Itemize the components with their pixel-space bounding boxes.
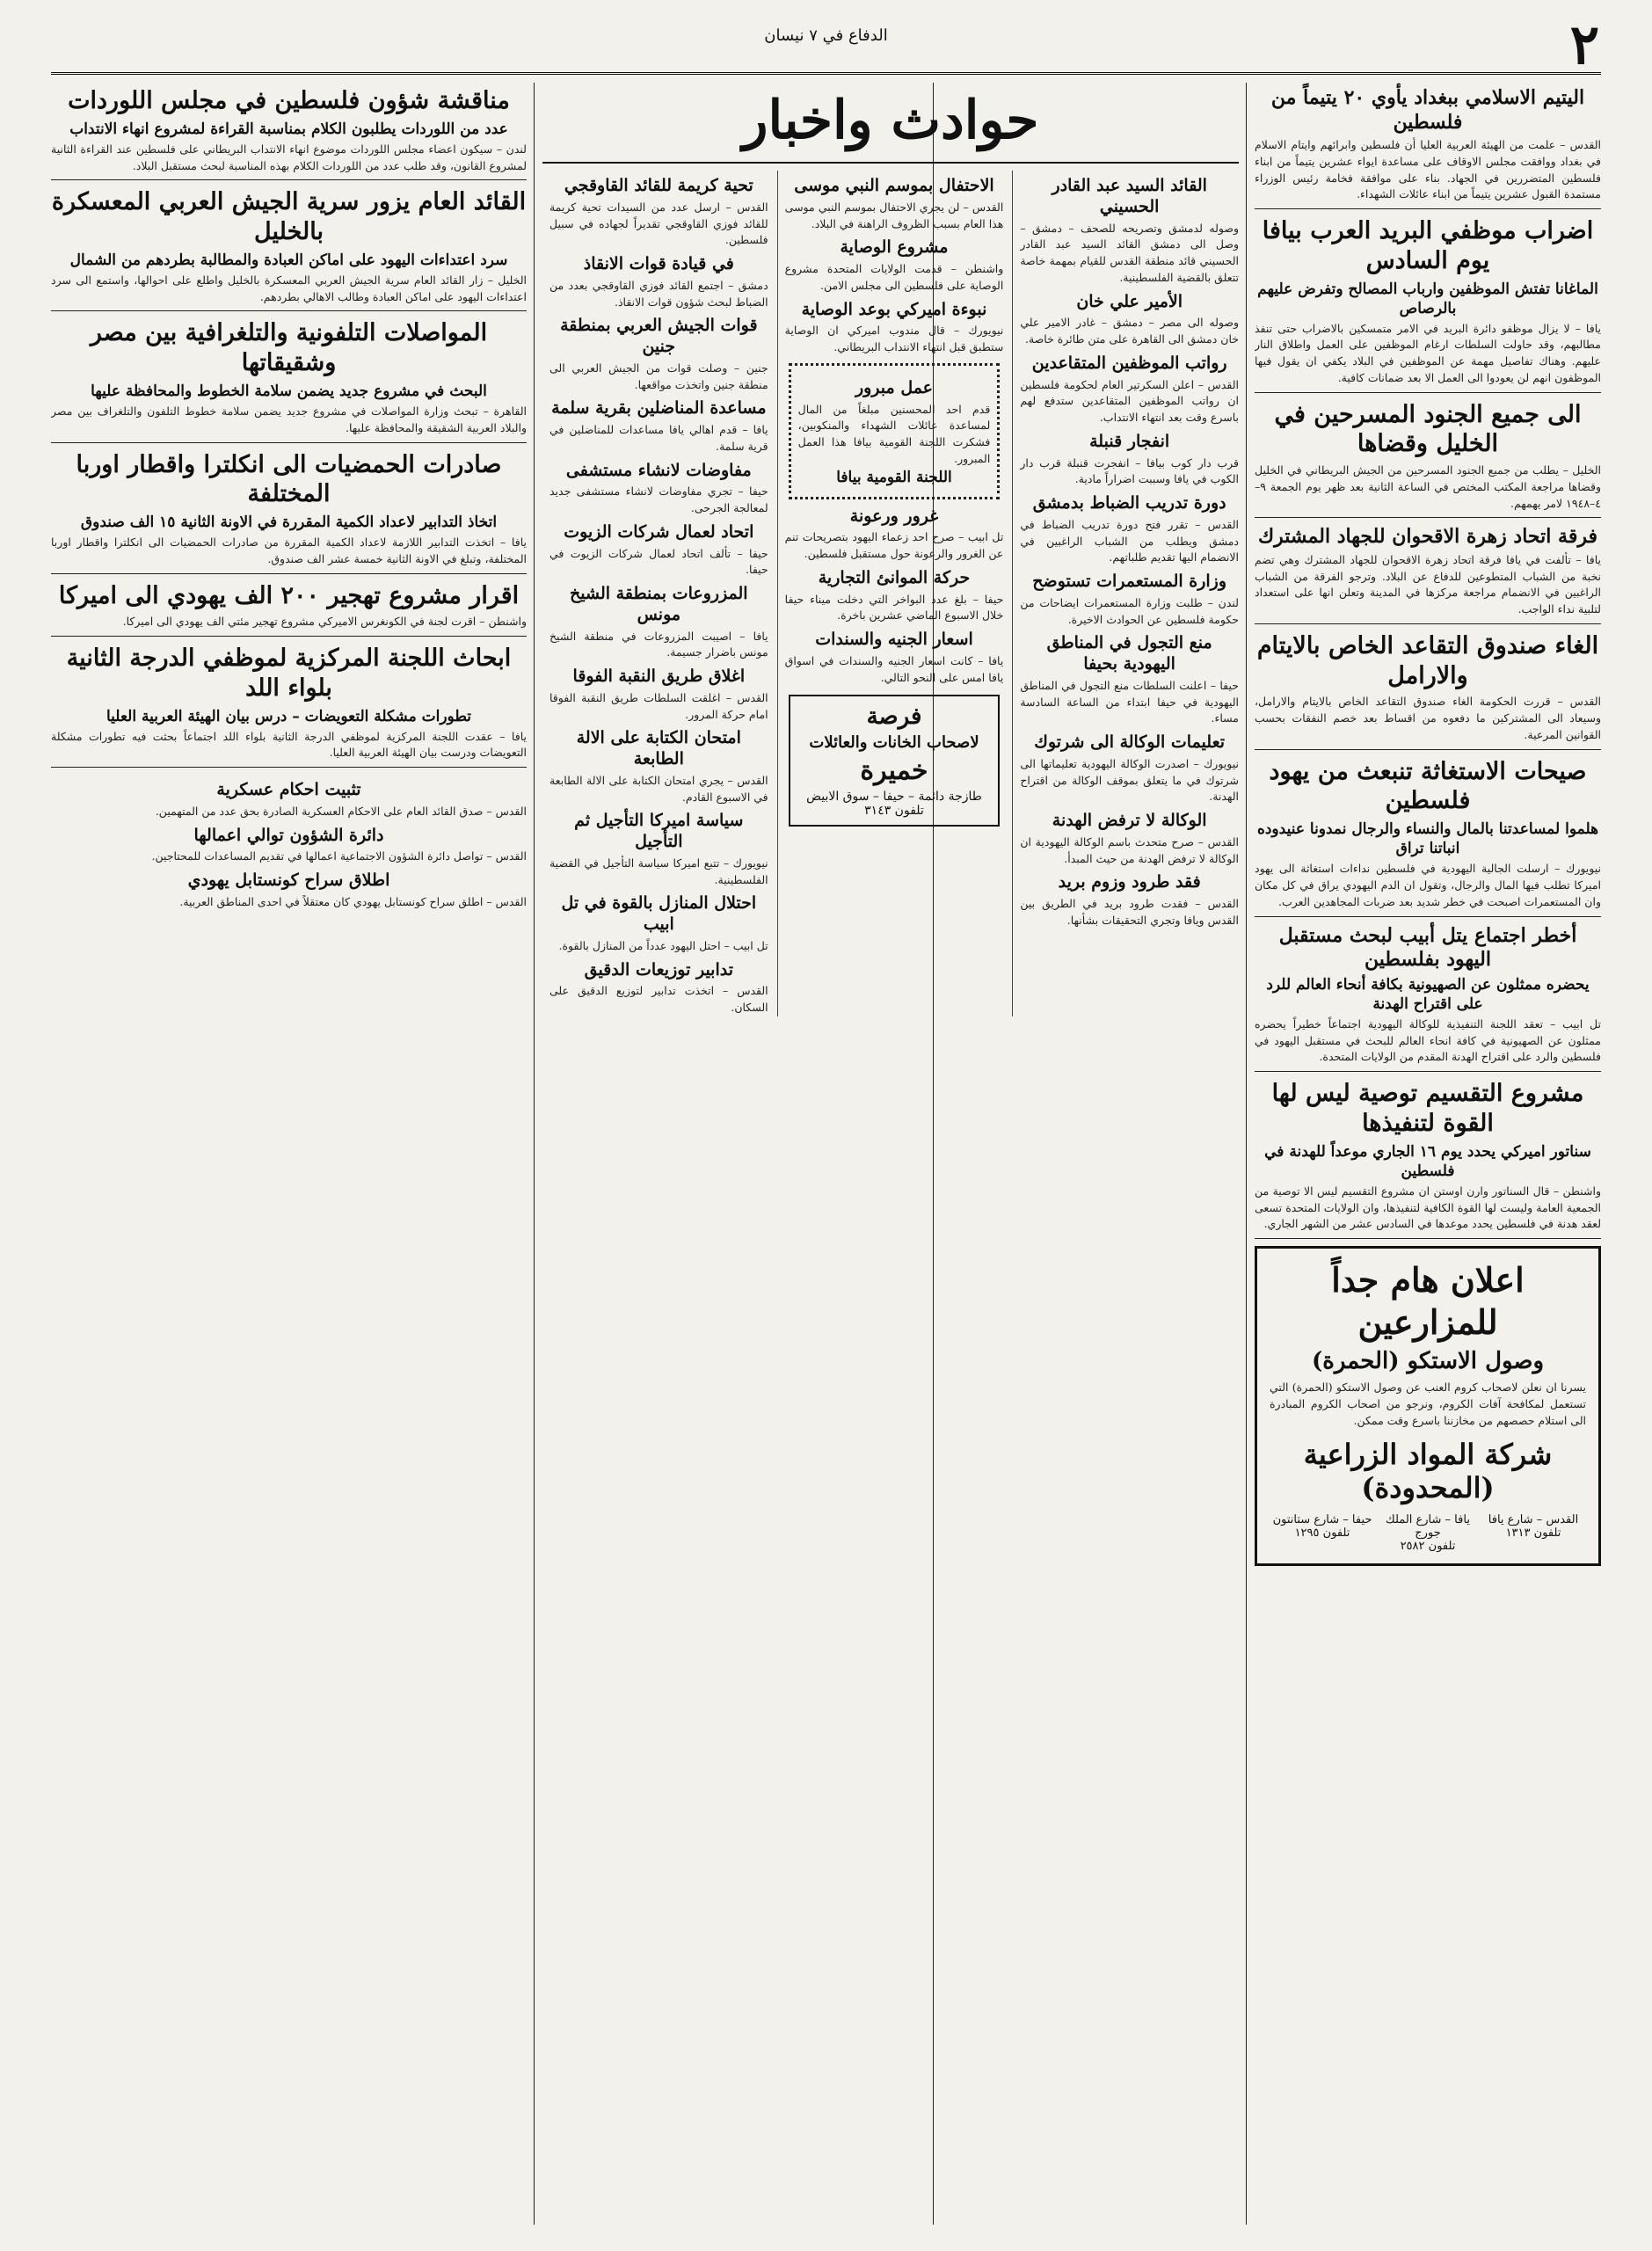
column-divider (534, 83, 535, 2225)
news-headline: غرور ورعونة (849, 506, 939, 526)
article-headline: أخطر اجتماع يتل أبيب لبحث مستقبل اليهود بفلسطين (1278, 923, 1577, 972)
article-body: واشنطن – قال السناتور وارن اوستن ان مشروع التقسيم ليس الا توصية من الجمعية العامة وليست لها القوة الكافية لتنفيذها، وان الولايات المتحدة تسعى لعقد هدنة في فلسطين يحدد موعدها في السادس عشر من الشهر الجاري. (1255, 1184, 1601, 1231)
notice-body: قدم احد المحسنين مبلغاً من المال لمساعدة عائلات الشهداء والمنكوبين، فشكرت اللجنة القومية بيافا هذا العمل المبرور. (797, 402, 991, 465)
news-body: القدس – اغلقت السلطات طريق النقبة الفوقا امام حركة المرور. (549, 690, 768, 721)
column-right (1255, 83, 1601, 2225)
news-headline: اسعار الجنيه والسندات (815, 630, 973, 650)
small-ad-detail: طازجة دائمة – حيفا – سوق الابيض تلفون ٣١٤٣ (806, 790, 982, 819)
article (1255, 631, 1601, 750)
news-body: قرب دار كوب بيافا – انفجرت قنبلة قرب دار الكوب في يافا وسببت اضراراً مادية. (1020, 455, 1239, 486)
news-body: حيفا – اعلنت السلطات منع التجول في المناطق اليهودية في حيفا ابتداء من الساعة السادسة مساء. (1020, 678, 1239, 725)
ad-contact (1270, 1513, 1375, 1553)
news-headline: المزروعات بمنطقة الشيخ مونس (570, 584, 748, 624)
news-headline: تدابير توزيعات الدقيق (584, 959, 734, 980)
article-body: تل ابيب – تعقد اللجنة التنفيذية للوكالة اليهودية اجتماعاً خطيراً يحضره ممثلون عن الصهيونية في كافة انحاء العالم للبحث في مستقبل اليهود في فلسطين والرد على اقتراح الهدنة المقدم من الولايات المتحدة. (1255, 1016, 1601, 1064)
article-body: يافا – عقدت اللجنة المركزية لموظفي الدرجة الثانية بلواء اللد اجتماعاً بحثت فيه تطورات مشكلة التعويضات ودرست بيان الهيئة العربية العليا. (51, 729, 527, 760)
news-headline: منع التجول في المناطق اليهودية بحيفا (1046, 633, 1212, 674)
brief-body: القدس – تواصل دائرة الشؤون الاجتماعية اعمالها في تقديم المساعدات للمحتاجين. (151, 849, 527, 863)
boxed-notice (789, 363, 1001, 499)
news-body: القدس – يجري امتحان الكتابة على الالة الطابعة في الاسبوع القادم. (549, 773, 768, 804)
news-body: القدس – فقدت طرود بريد في الطريق بين القدس ويافا وتجري التحقيقات بشأنها. (1020, 897, 1239, 927)
news-headline: الاحتفال بموسم النبي موسى (794, 176, 994, 195)
small-ad-name: خميرة (860, 755, 928, 787)
news-body: تل ابيب – احتل اليهود عدداً من المنازل بالقوة. (558, 938, 768, 952)
article-headline: المواصلات التلفونية والتلغرافية بين مصر وشقيقاتها (90, 319, 488, 377)
ad-contact (1375, 1513, 1481, 1553)
article-body: يافا – تألفت في يافا فرقة اتحاد زهرة الاقحوان للجهاد المشترك وهي تضم نخبة من الشباب المتطوعين للدفاع عن البلاد. وترجو الفرقة من الشباب الراغبين في الانضمام مراجعة مركزها في المدينة وتعلن انها على استعداد لتلبية نداء الواجب. (1255, 552, 1601, 616)
ad-body: يسرنا ان نعلن لاصحاب كروم العنب عن وصول الاستكو (الحمرة) التي تستعمل لمكافحة آفات الكروم، ونرجو من اصحاب الكروم المبادرة الى استلام حصصهم من مخازننا باسرع وقت ممكن. (1270, 1380, 1586, 1427)
article-subhead: البحث في مشروع جديد يضمن سلامة الخطوط والمحافظة عليها (91, 382, 487, 400)
article-body: الخليل – يطلب من جميع الجنود المسرحين من الجيش البريطاني في الخليل وقضاها مراجعة المكتب المختص في الساعة الثانية بعد ظهر يوم الجمعة ٩–٤–١٩٤٨ لامر يهمهم. (1255, 463, 1601, 510)
article-headline: صيحات الاستغاثة تنبعث من يهود فلسطين (1269, 757, 1587, 815)
ad-subtitle: وصول الاستكو (الحمرة) (1311, 1348, 1545, 1374)
dateline: الدفاع في ٧ نيسان (764, 26, 888, 45)
news-headline: احتلال المنازل بالقوة في تل ابيب (561, 893, 757, 934)
news-body: يافا – اصيبت المزروعات في منطقة الشيخ مونس باضرار جسيمة. (549, 629, 768, 659)
ad-contact-label: حيفا – شارع ستانتون (1272, 1513, 1372, 1527)
news-headline: امتحان الكتابة على الالة الطابعة (576, 728, 741, 769)
article-subhead: يحضره ممثلون عن الصهيونية بكافة أنحاء العالم للرد على اقتراح الهدنة (1266, 975, 1590, 1013)
article-body: القدس – علمت من الهيئة العربية العليا أن فلسطين وابرائهم وايتام الاسلام في بغداد ووافقت مجلس الاوقاف على مساعدة ايواء عشرين يتيماً من ابناء فلسطين المتضررين في الجهاد. بناء على موافقة فخامة رئيس الوزراء مستمدة القبول عشرين يتيماً من ابناء عائلات الشهداء. (1255, 138, 1601, 201)
news-headline: وزارة المستعمرات تستوضح (1032, 572, 1227, 591)
brief-body: القدس – صدق القائد العام على الاحكام العسكرية الصادرة بحق عدد من المتهمين. (155, 804, 527, 818)
ad-contact-phone: تلفون ٢٥٨٢ (1400, 1540, 1456, 1554)
ad-contact (1481, 1513, 1586, 1553)
news-headline: اغلاق طريق النقبة الفوقا (572, 667, 746, 686)
news-columns (542, 171, 1239, 1016)
news-headline: اتحاد لعمال شركات الزيوت (564, 521, 754, 542)
news-headline: مساعدة المناضلين بقرية سلمة (551, 398, 767, 419)
article (1255, 1079, 1601, 1239)
news-body: حيفا – بلغ عدد البواخر التي دخلت ميناء حيفا خلال الاسبوع الماضي عشرين باخرة. (784, 592, 1004, 623)
ad-contacts (1270, 1513, 1586, 1553)
news-headline: تعليمات الوكالة الى شرتوك (1034, 732, 1226, 752)
news-body: جنين – وصلت قوات من الجيش العربي الى منطقة جنين واتخذت مواقعها. (549, 361, 768, 391)
news-headline: دورة تدريب الضباط بدمشق (1032, 493, 1226, 513)
article (51, 318, 527, 442)
ad-title: اعلان هام جداً للمزارعين (1331, 1260, 1525, 1342)
brief-headline: دائرة الشؤون توالي اعمالها (193, 825, 384, 845)
news-headline: في قيادة قوات الانقاذ (583, 254, 734, 273)
news-body: يافا – كانت اسعار الجنيه والسندات في اسواق يافا امس على النحو التالي. (784, 653, 1004, 684)
news-column (777, 171, 1004, 1016)
article-body: نيويورك – ارسلت الجالية اليهودية في فلسطين نداءات استغاثة الى يهود اميركا تطلب فيها المال والرجال، وتقول ان الدم اليهودي يراق في كل مكان وان المستعمرات اصبحت في خطر شديد بعد ضربات المجاهدين العرب. (1255, 862, 1601, 908)
news-headline: انفجار قنبلة (1089, 431, 1170, 451)
ad-contact-label: القدس – شارع يافا (1488, 1513, 1579, 1527)
article-subhead: سرد اعتداءات اليهود على اماكن العبادة والمطالبة بطردهم من الشمال (69, 251, 508, 269)
bottom-briefs (51, 775, 527, 911)
article-headline: ابحاث اللجنة المركزية لموظفي الدرجة الثانية بلواء اللد (66, 645, 512, 702)
column-left (51, 83, 527, 2225)
article-body: القاهرة – تبحث وزارة المواصلات في مشروع جديد يضمن سلامة خطوط التلفون والتلغراف بين مصر والبلاد العربية الشقيقة والمحافظة عليها. (51, 404, 527, 434)
news-body: وصوله الى مصر – دمشق – غادر الامير علي خان دمشق الى القاهرة على متن طائرة خاصة. (1020, 316, 1239, 346)
news-body: نيويورك – اصدرت الوكالة اليهودية تعليماتها الى شرتوك في ما يتعلق بموقف الوكالة من اقتراح الهدنة. (1020, 756, 1239, 804)
article-headline: اقرار مشروع تهجير ٢٠٠ الف يهودي الى اميركا (58, 581, 520, 609)
article-headline: اضراب موظفي البريد العرب بيافا يوم السادس (1262, 217, 1594, 274)
news-body: القدس – تقرر فتح دورة تدريب الضباط في دمشق ويطلب من الشباب الراغبين في الانضمام اليها تقديم طلباتهم. (1020, 517, 1239, 565)
news-body: القدس – اعلن السكرتير العام لحكومة فلسطين ان رواتب الموظفين المتقاعدين ستدفع لهم باسرع وقت بعد انتهاء الانتداب. (1020, 377, 1239, 424)
ad-company: شركة المواد الزراعية (المحدودة) (1303, 1438, 1553, 1505)
news-headline: تحية كريمة للقائد القاوقجي (564, 176, 753, 195)
article-body: يافا – لا يزال موظفو دائرة البريد في الامر متمسكين بالاضراب حتى تنفذ مطالبهم، وقد حاولت السلطات ارغام الموظفين على العمل واطلاق النار عليهم. وهناك تفاصيل مهمة عن الموظفين في البلاد يكفي ان يقول فيها الموظفون انهم لن يعودوا الى العمل الا بعد ضمانات كافية. (1255, 321, 1601, 384)
news-headline: رواتب الموظفين المتقاعدين (1031, 353, 1227, 373)
advertisement (1255, 1246, 1601, 1566)
brief-body: القدس – اطلق سراح كونستابل يهودي كان معتقلاً في احدى المناطق العربية. (179, 894, 527, 908)
article-headline: الغاء صندوق التقاعد الخاص بالايتام والارامل (1256, 631, 1599, 689)
article-body: واشنطن – اقرت لجنة في الكونغرس الاميركي مشروع تهجير مئتي الف يهودي الى اميركا. (122, 615, 527, 629)
news-body: يافا – قدم اهالي يافا مساعدات للمناضلين في قرية سلمة. (549, 423, 768, 453)
small-advertisement (789, 695, 1001, 827)
news-body: نيويورك – تتبع اميركا سياسة التأجيل في القضية الفلسطينية. (549, 856, 768, 886)
brief-headline: اطلاق سراح كونستابل يهودي (187, 871, 390, 891)
article-subhead: اتخاذ التدابير لاعداد الكمية المقررة في الاونة الثانية ١٥ الف صندوق (80, 514, 498, 532)
article-subhead: سناتور اميركي يحدد يوم ١٦ الجاري موعداً للهدنة في فلسطين (1264, 1142, 1591, 1180)
news-body: وصوله لدمشق وتصريحه للصحف – دمشق – وصل الى دمشق القائد السيد عبد القادر الحسيني قائد منطقة القدس للقيام بمهمة خاصة تتعلق بالقضية الفلسطينية. (1020, 221, 1239, 284)
article (1255, 216, 1601, 393)
article-headline: الى جميع الجنود المسرحين في الخليل وقضاها (1274, 400, 1582, 458)
news-body: حيفا – تألف اتحاد لعمال شركات الزيوت في حيفا. (549, 546, 768, 577)
article (51, 187, 527, 311)
news-headline: مشروع الوصاية (840, 237, 949, 258)
small-ad-subtitle: لاصحاب الخانات والعائلات (809, 733, 979, 753)
ad-contact-label: يافا – شارع الملك جورج (1386, 1513, 1470, 1541)
news-headline: سياسة اميركا التأجيل ثم التأجيل (574, 811, 744, 851)
article (51, 581, 527, 637)
small-ad-title: فرصة (866, 703, 922, 731)
article (51, 644, 527, 768)
article-subhead: تطورات مشكلة التعويضات – درس بيان الهيئة العربية العليا (106, 707, 471, 725)
news-body: القدس – ارسل عدد من السيدات تحية كريمة للقائد فوزي القاوقجي تقديراً لجهاده في سبيل فلسطين. (549, 200, 768, 247)
news-headline: مفاوضات لانشاء مستشفى (565, 460, 752, 480)
column-divider (1246, 83, 1247, 2225)
article (1255, 86, 1601, 209)
article-body: لندن – سيكون اعضاء مجلس اللوردات موضوع انهاء الانتداب البريطاني على فلسطين عند القراءة الثانية لمشروع القانون، وقد طلب عدد من اللوردات الكلام بهذه المناسبة لبحث مستقبل البلاد. (51, 142, 527, 172)
news-headline: قوات الجيش العربي بمنطقة جنين (560, 316, 758, 356)
news-body: لندن – طلبت وزارة المستعمرات ايضاحات من حكومة فلسطين عن الحوادث الاخيرة. (1020, 595, 1239, 626)
article (1255, 757, 1601, 917)
page-number: ٢ (1569, 12, 1599, 76)
news-body: القدس – لن يجري الاحتفال بموسم النبي موسى هذا العام بسبب الظروف الراهنة في البلاد. (784, 200, 1004, 230)
article (1255, 400, 1601, 519)
article-headline: فرقة اتحاد زهرة الاقحوان للجهاد المشترك (1258, 525, 1597, 549)
article-headline: اليتيم الاسلامي ببغداد يأوي ٢٠ يتيماً من فلسطين (1270, 86, 1585, 134)
news-body: القدس – صرح متحدث باسم الوكالة اليهودية ان الوكالة لا ترفض الهدنة من حيث المبدأ. (1020, 834, 1239, 865)
article (51, 450, 527, 574)
article-subhead: الماغانا تفتش الموظفين وارباب المصالح وتفرض عليهم بالرصاص (1257, 280, 1598, 317)
article-headline: مشروع التقسيم توصية ليس لها القوة لتنفيذها (1271, 1080, 1584, 1137)
article-headline: القائد العام يزور سرية الجيش العربي المعسكرة بالخليل (51, 188, 527, 246)
news-column (1012, 171, 1239, 1016)
news-body: دمشق – اجتمع القائد فوزي القاوقجي بعدد من الضباط لبحث شؤون قوات الانقاذ. (549, 278, 768, 309)
news-headline: الوكالة لا ترفض الهدنة (1052, 811, 1207, 830)
section-banner: حوادث واخبار (542, 83, 1239, 164)
news-headline: القائد السيد عبد القادر الحسيني (1052, 176, 1207, 216)
news-headline: فقد طرود وزوم بريد (1058, 872, 1201, 892)
ad-contact-phone: تلفون ١٢٩٥ (1294, 1526, 1350, 1541)
article (1255, 525, 1601, 624)
article-subhead: هلموا لمساعدتنا بالمال والنساء والرجال نمدونا عنيدوده انباتنا تراق (1256, 820, 1599, 858)
article-body: القدس – قررت الحكومة الغاء صندوق التقاعد الخاص بالايتام والارامل، وسيعاد الى المشتركين ما دفعوه من اقساط بعد خصم النفقات بحسب القوانين المرعية. (1255, 695, 1601, 741)
news-section (542, 83, 1239, 2225)
notice-headline: عمل مبرور (855, 377, 934, 397)
news-body: تل ابيب – صرح احد زعماء اليهود بتصريحات تنم عن الغرور والرعونة حول مستقبل فلسطين. (784, 530, 1004, 561)
news-headline: نبوءة اميركي بوعد الوصاية (801, 299, 987, 319)
article-body: الخليل – زار القائد العام سرية الجيش العربي المعسكرة بالخليل واطلع على احوالها، واستمع الى سرد اعتداءات اليهود على اماكن العبادة وطالب الاهالي بطردهم. (51, 273, 527, 303)
news-headline: الأمير علي خان (1076, 291, 1183, 311)
news-body: واشنطن – قدمت الولايات المتحدة مشروع الوصاية على فلسطين الى مجلس الامن. (784, 262, 1004, 292)
notice-footer: اللجنة القومية بيافا (836, 468, 952, 486)
news-body: حيفا – تجري مفاوضات لانشاء مستشفى جديد لمعالجة الجرحى. (549, 484, 768, 514)
news-body: نيويورك – قال مندوب اميركي ان الوصاية ستطبق قبل انتهاء الانتداب البريطاني. (784, 324, 1004, 353)
article (1255, 924, 1601, 1072)
news-headline: حركة الموانئ التجارية (818, 567, 971, 587)
brief-column (51, 775, 527, 911)
top-rule (51, 72, 1601, 75)
article-headline: مناقشة شؤون فلسطين في مجلس اللوردات (68, 87, 510, 114)
article-headline: صادرات الحمضيات الى انكلترا واقطار اوربا المختلفة (76, 450, 502, 508)
ad-contact-phone: تلفون ١٣١٣ (1505, 1526, 1561, 1541)
brief-headline: تثبيت احكام عسكرية (216, 780, 361, 800)
article-body: يافا – اتخذت التدابير اللازمة لاعداد الكمية المقررة من صادرات الحمضيات الى انكلترا واقطار اوربا المختلفة، وتبلغ في الاونة الثانية خمسة عشر الف صندوق. (51, 535, 527, 565)
article (51, 86, 527, 180)
news-body: القدس – اتخذت تدابير لتوزيع الدقيق على السكان. (549, 984, 768, 1014)
news-column (542, 171, 768, 1016)
article-subhead: عدد من اللوردات يطلبون الكلام بمناسبة القراءة لمشروع انهاء الانتداب (69, 120, 508, 138)
